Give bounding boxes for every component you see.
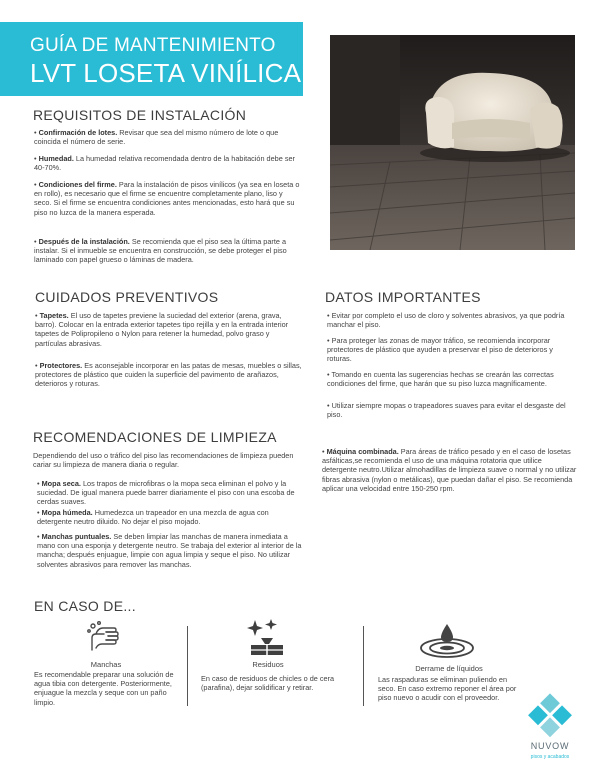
requisito-text: Para la instalación de pisos vinílicos (ya sea en loseta o en rollo), es necesario que el firme se encuentre completamente plano, liso y seco. Si el firme se encuentra condiciones antes mencionadas, esto hará que su piso no luzca de la manera esperada. bbox=[34, 180, 300, 217]
limpieza-label: Mopa húmeda. bbox=[41, 508, 93, 517]
requisito-item: • Humedad. La humedad relativa recomendada dentro de la habitación debe ser 40-70%. bbox=[34, 154, 295, 173]
maquina-text: Para áreas de tráfico pesado y en el caso de losetas asfálticas,se recomienda el uso de una máquina rotatoria que utilice detergente neutro.Utilizar almohadillas de limpieza suave o normal y no utilizar fibras abrasiva (nylon o metálicas), que puedan dañar el piso. Se recomienda aplicar una velocidad entre 150-250 rpm. bbox=[322, 447, 577, 493]
requisito-text: Revisar que sea del mismo número de lote o que coincida el número de serie. bbox=[34, 128, 279, 147]
requisitos-heading: REQUISITOS DE INSTALACIÓN bbox=[33, 107, 247, 123]
limpieza-item: • Mopa seca. Los trapos de microfibras o la mopa seca eliminan el polvo y la suciedad. De igual manera puede barrer diariamente el piso con una escoba de cerdas suaves. bbox=[37, 479, 295, 507]
title-line-1: GUÍA DE MANTENIMIENTO bbox=[30, 35, 276, 56]
hand-wash-icon bbox=[86, 620, 122, 654]
dato-text: Utilizar siempre mopas o trapeadores suaves para evitar el desgaste del piso. bbox=[327, 401, 566, 420]
limpieza-heading: RECOMENDACIONES DE LIMPIEZA bbox=[33, 429, 277, 445]
hero-photo bbox=[330, 35, 575, 250]
title-banner bbox=[0, 22, 303, 96]
limpieza-text: Se deben limpiar las manchas de manera inmediata a mano con una esponja y detergente neutro. Se trabaja del exterior al interior de la mancha; después enjuague, limpie con agua limpia y seque el piso. No utilizar solventes abrasivos para remover las manchas. bbox=[37, 532, 302, 569]
dato-text: Evitar por completo el uso de cloro y solventes abrasivos, ya que podría manchar el piso. bbox=[327, 311, 565, 330]
limpieza-text: Los trapos de microfibras o la mopa seca eliminan el polvo y la suciedad. De igual manera puede barrer diariamente el piso con una escoba de cerdas suaves. bbox=[37, 479, 295, 507]
requisito-text: Se recomienda que el piso sea la última parte a instalar. Si el inmueble se encuentra en construcción, se debe proteger el piso laminado con papel grueso o láminas de madera. bbox=[34, 237, 287, 265]
manchas-text: Es recomendable preparar una solución de agua tibia con detergente. Posteriormente, enjuague la mezcla y seque con un paño limpio. bbox=[34, 670, 174, 707]
limpieza-item: • Manchas puntuales. Se deben limpiar las manchas de manera inmediata a mano con una esponja y detergente neutro. Se trabaja del exterior al interior de la mancha; después enjuague, limpie con agua limpia y seque el piso. No utilizar solventes abrasivos para remover las manchas. bbox=[37, 532, 302, 569]
en-caso-heading: EN CASO DE... bbox=[34, 598, 136, 614]
brand-tagline: pisos y acabados bbox=[530, 754, 570, 760]
water-drop-icon bbox=[419, 622, 475, 658]
limpieza-label: Mopa seca. bbox=[41, 479, 81, 488]
dato-item: • Utilizar siempre mopas o trapeadores suaves para evitar el desgaste del piso. bbox=[327, 401, 566, 420]
nuvow-logo-icon bbox=[521, 693, 579, 739]
limpieza-intro: Dependiendo del uso o tráfico del piso las recomendaciones de limpieza pueden cariar su limpieza de manera diaria o regular. bbox=[33, 451, 294, 470]
requisito-text: La humedad relativa recomendada dentro de la habitación debe ser 40-70%. bbox=[34, 154, 295, 173]
dato-item: • Tomando en cuenta las sugerencias hechas se crearán las correctas condiciones del firme, que harán que su piso luzca magníficamente. bbox=[327, 370, 554, 389]
armchair-room-image bbox=[330, 35, 575, 250]
residuos-text: En caso de residuos de chicles o de cera (parafina), dejar solidificar y retirar. bbox=[201, 674, 335, 693]
requisito-label: Después de la instalación. bbox=[38, 237, 130, 246]
dato-item: • Evitar por completo el uso de cloro y solventes abrasivos, ya que podría manchar el piso. bbox=[327, 311, 565, 330]
limpieza-item: • Mopa húmeda. Humedezca un trapeador en una mezcla de agua con detergente neutro diluido. No dejar el piso mojado. bbox=[37, 508, 269, 527]
maquina-label: Máquina combinada. bbox=[326, 447, 399, 456]
cuidado-item: • Protectores. Es aconsejable incorporar en las patas de mesas, muebles o sillas, protectores de plástico que cuiden la superficie del pavimento de arañazos, deterioros y roturas. bbox=[35, 361, 302, 389]
residuos-title: Residuos bbox=[252, 660, 284, 669]
cuidado-item: • Tapetes. El uso de tapetes previene la suciedad del exterior (arena, grava, barro). Colocar en la entrada exterior tapetes tipo rejilla y en la entrada interior tapetes de Polipropileno o Nylon para retener la humedad, polvo graso y partículas abrasivas. bbox=[35, 311, 289, 348]
maquina-item: • Máquina combinada. Para áreas de tráfico pesado y en el caso de losetas asfálticas,se recomienda el uso de una máquina rotatoria que utilice detergente neutro.Utilizar almohadillas de limpieza suave o normal y no utilizar fibras abrasiva (nylon o metálicas), que puedan dañar el piso. Se recomienda aplicar una velocidad entre 150-250 rpm. bbox=[322, 447, 577, 493]
cuidado-text: Es aconsejable incorporar en las patas de mesas, muebles o sillas, protectores de plástico que cuiden la superficie del pavimento de arañazos, deterioros y roturas. bbox=[35, 361, 302, 389]
limpieza-text: Humedezca un trapeador en una mezcla de agua con detergente neutro diluido. No dejar el piso mojado. bbox=[37, 508, 269, 527]
divider bbox=[187, 626, 188, 706]
requisito-label: Humedad. bbox=[38, 154, 74, 163]
dato-text: Tomando en cuenta las sugerencias hechas se crearán las correctas condiciones del firme, que harán que su piso luzca magníficamente. bbox=[327, 370, 554, 389]
divider bbox=[363, 626, 364, 706]
residue-icon bbox=[247, 617, 287, 655]
cuidados-heading: CUIDADOS PREVENTIVOS bbox=[35, 289, 219, 305]
dato-item: • Para proteger las zonas de mayor tráfico, se recomienda incorporar protectores de plástico que ayuden a preservar el piso de deterioros y roturas. bbox=[327, 336, 553, 364]
cuidado-label: Protectores. bbox=[39, 361, 83, 370]
title-line-2: LVT LOSETA VINÍLICA bbox=[30, 58, 302, 88]
datos-heading: DATOS IMPORTANTES bbox=[325, 289, 481, 305]
requisito-item: • Después de la instalación. Se recomienda que el piso sea la última parte a instalar. Si el inmueble se encuentra en construcción, se debe proteger el piso laminado con papel grueso o láminas de madera. bbox=[34, 237, 287, 265]
requisito-item: • Condiciones del firme. Para la instalación de pisos vinílicos (ya sea en loseta o en rollo), es necesario que el firme se encuentre completamente plano, liso y seco. Si el firme se encuentra condiciones antes mencionadas, esto hará que su piso no luzca de la manera esperada. bbox=[34, 180, 300, 217]
derrame-text: Las raspaduras se eliminan puliendo en seco. En caso extremo reponer el área por piso nuevo o acudir con el proveedor. bbox=[378, 675, 517, 703]
cuidado-text: El uso de tapetes previene la suciedad del exterior (arena, grava, barro). Colocar en la entrada exterior tapetes tipo rejilla y en la entrada interior tapetes de Polipropileno o Nylon para retener la humedad, polvo graso y partículas abrasivas. bbox=[35, 311, 289, 348]
cuidado-label: Tapetes. bbox=[39, 311, 69, 320]
limpieza-label: Manchas puntuales. bbox=[41, 532, 112, 541]
requisito-label: Condiciones del firme. bbox=[38, 180, 117, 189]
manchas-title: Manchas bbox=[90, 660, 122, 669]
requisito-label: Confirmación de lotes. bbox=[38, 128, 118, 137]
requisito-item: • Confirmación de lotes. Revisar que sea del mismo número de lote o que coincida el número de serie. bbox=[34, 128, 279, 147]
brand-name: NUVOW bbox=[530, 741, 570, 751]
dato-text: Para proteger las zonas de mayor tráfico, se recomienda incorporar protectores de plástico que ayuden a preservar el piso de deterioros y roturas. bbox=[327, 336, 553, 364]
derrame-title: Derrame de líquidos bbox=[415, 664, 483, 673]
